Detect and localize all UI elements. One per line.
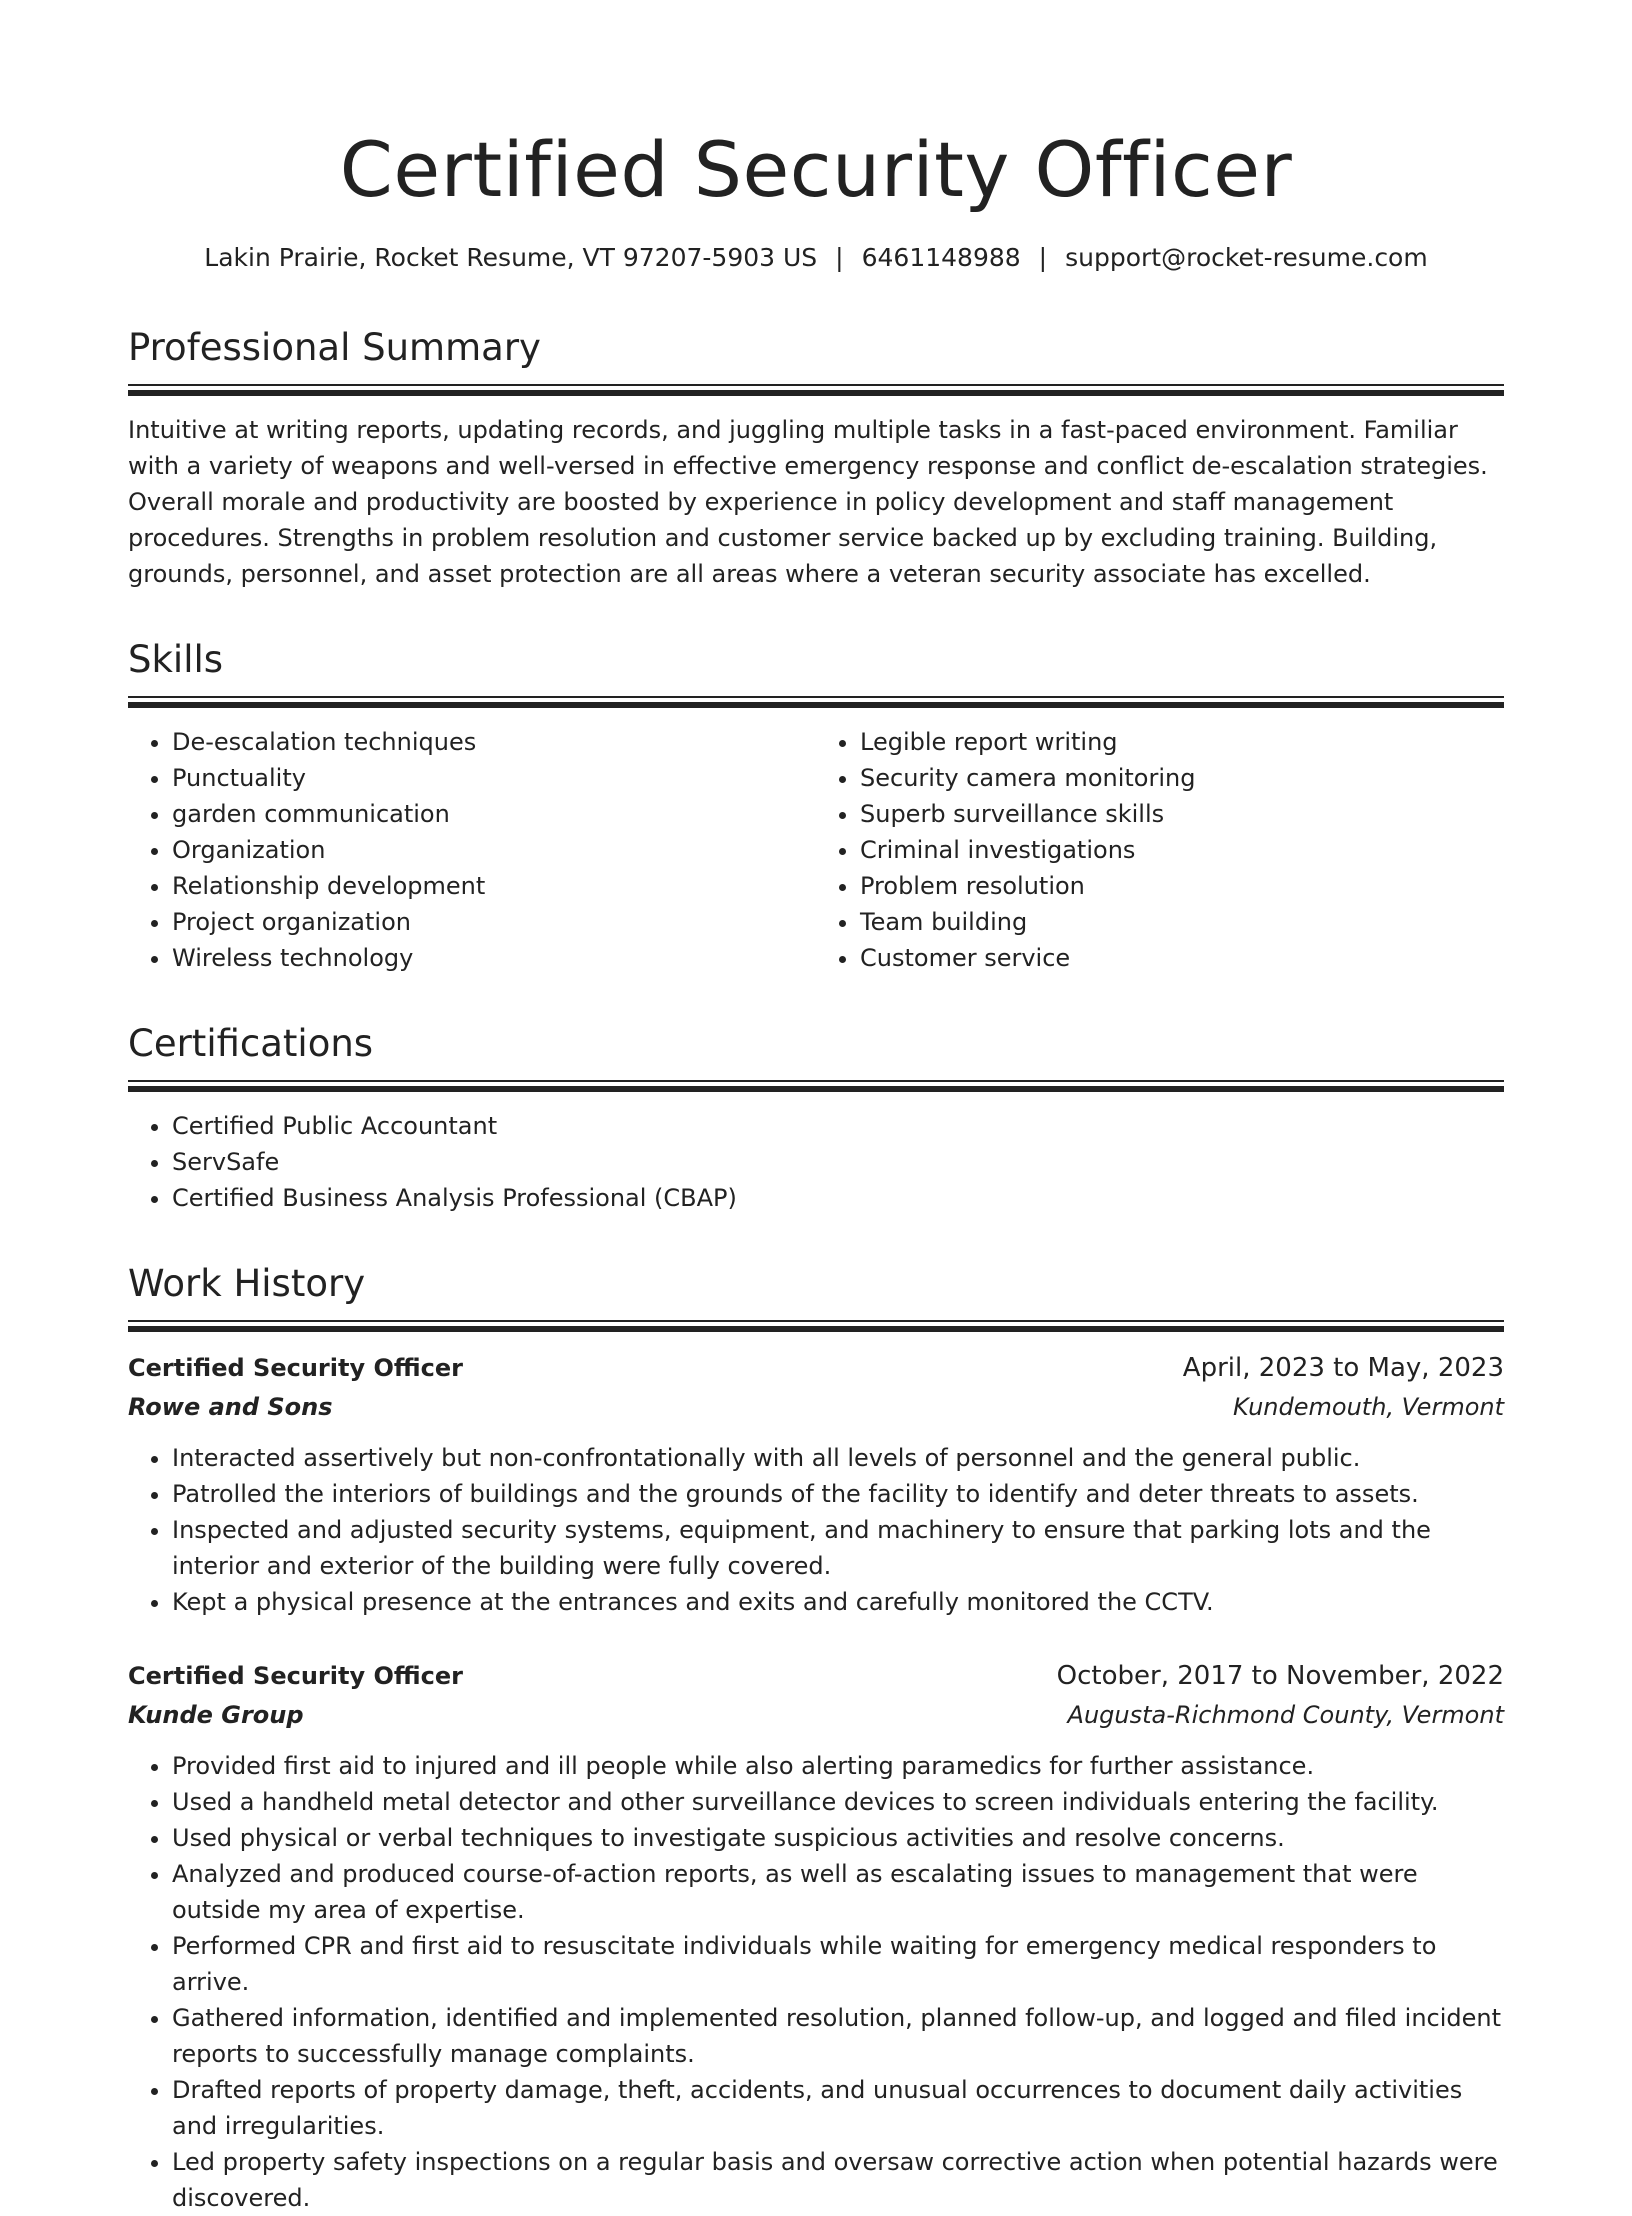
certification-item: • Certified Public Accountant	[172, 1108, 1504, 1144]
contact-separator: |	[835, 243, 844, 272]
work-history-section	[128, 1260, 1504, 2216]
skill-item: • De-escalation techniques	[172, 724, 816, 760]
certification-item: • Certified Business Analysis Professional (CBAP)	[172, 1180, 1504, 1216]
job-duty-item: • Patrolled the interiors of buildings and the grounds of the facility to identify and deter threats to assets.	[172, 1476, 1504, 1512]
job-dates: October, 2017 to November, 2022	[1056, 1661, 1504, 1691]
skill-item: • Problem resolution	[860, 868, 1504, 904]
section-divider	[128, 1320, 1504, 1332]
job-company: Rowe and Sons	[128, 1393, 333, 1421]
skills-list-right	[816, 724, 1504, 976]
job-duty-item: • Gathered information, identified and implemented resolution, planned follow-up, and logged and filed incident reports to successfully manage complaints.	[172, 2000, 1504, 2072]
job-title: Certified Security Officer	[128, 1354, 463, 1382]
skill-item: • garden communication	[172, 796, 816, 832]
job-title: Certified Security Officer	[128, 1662, 463, 1690]
contact-address: Lakin Prairie, Rocket Resume, VT 97207-5903 US	[204, 243, 818, 272]
resume-name: Certified Security Officer	[339, 125, 1293, 214]
job-location: Kundemouth, Vermont	[1233, 1393, 1504, 1421]
job-duty-item: • Led property safety inspections on a regular basis and oversaw corrective action when potential hazards were discovered.	[172, 2144, 1504, 2216]
skills-list-left	[128, 724, 816, 976]
job-company-row	[128, 1388, 1504, 1426]
skill-item: • Security camera monitoring	[860, 760, 1504, 796]
section-divider	[128, 696, 1504, 708]
section-divider	[128, 1080, 1504, 1092]
job-duty-item: • Analyzed and produced course-of-action reports, as well as escalating issues to management that were outside my area of expertise.	[172, 1856, 1504, 1928]
skill-item: • Punctuality	[172, 760, 816, 796]
skills-columns	[128, 724, 1504, 976]
summary-text: Intuitive at writing reports, updating records, and juggling multiple tasks in a fast-paced environment. Familiar with a variety of weapons and well-versed in effective emergency response and conflict de-escalation strategies. Overall morale and productivity are boosted by experience in policy development and staff management procedures. Strengths in problem resolution and customer service backed up by excluding training. Building, grounds, personnel, and asset protection are all areas where a veteran security associate has excelled.	[128, 416, 1488, 588]
job-entry	[128, 1348, 1504, 1620]
skill-item: • Criminal investigations	[860, 832, 1504, 868]
job-duty-item: • Used a handheld metal detector and other surveillance devices to screen individuals entering the facility.	[172, 1784, 1504, 1820]
skill-item: • Legible report writing	[860, 724, 1504, 760]
job-duties-list	[128, 1748, 1504, 2216]
section-title-summary: Professional Summary	[128, 326, 541, 369]
job-duty-item: • Kept a physical presence at the entrances and exits and carefully monitored the CCTV.	[172, 1584, 1504, 1620]
section-title-work-history: Work History	[128, 1262, 366, 1305]
job-duty-item: • Drafted reports of property damage, theft, accidents, and unusual occurrences to document daily activities and irregularities.	[172, 2072, 1504, 2144]
job-dates: April, 2023 to May, 2023	[1182, 1353, 1504, 1383]
skills-section	[128, 636, 1504, 976]
summary-section	[128, 324, 1504, 592]
job-company-row	[128, 1696, 1504, 1734]
section-title-skills: Skills	[128, 638, 224, 681]
contact-separator: |	[1038, 243, 1048, 272]
certifications-list	[128, 1108, 1504, 1216]
certifications-section	[128, 1020, 1504, 1216]
contact-email: support@rocket-resume.com	[1065, 243, 1428, 272]
skill-item: • Team building	[860, 904, 1504, 940]
skill-item: • Project organization	[172, 904, 816, 940]
section-title-certifications: Certifications	[128, 1022, 374, 1065]
job-duty-item: • Used physical or verbal techniques to investigate suspicious activities and resolve concerns.	[172, 1820, 1504, 1856]
job-header-row	[128, 1656, 1504, 1696]
job-duty-item: • Performed CPR and first aid to resuscitate individuals while waiting for emergency medical responders to arrive.	[172, 1928, 1504, 2000]
job-duty-item: • Inspected and adjusted security systems, equipment, and machinery to ensure that parking lots and the interior and exterior of the building were fully covered.	[172, 1512, 1504, 1584]
skill-item: • Superb surveillance skills	[860, 796, 1504, 832]
job-duty-item: • Interacted assertively but non-confrontationally with all levels of personnel and the general public.	[172, 1440, 1504, 1476]
job-entry	[128, 1656, 1504, 2216]
skill-item: • Customer service	[860, 940, 1504, 976]
skill-item: • Relationship development	[172, 868, 816, 904]
job-location: Augusta-Richmond County, Vermont	[1067, 1701, 1504, 1729]
contact-line	[128, 240, 1504, 276]
contact-phone: 6461148988	[861, 243, 1021, 272]
job-duties-list	[128, 1440, 1504, 1620]
section-divider	[128, 384, 1504, 396]
skill-item: • Wireless technology	[172, 940, 816, 976]
certification-item: • ServSafe	[172, 1144, 1504, 1180]
skill-item: • Organization	[172, 832, 816, 868]
job-header-row	[128, 1348, 1504, 1388]
job-company: Kunde Group	[128, 1701, 304, 1729]
job-duty-item: • Provided first aid to injured and ill people while also alerting paramedics for further assistance.	[172, 1748, 1504, 1784]
